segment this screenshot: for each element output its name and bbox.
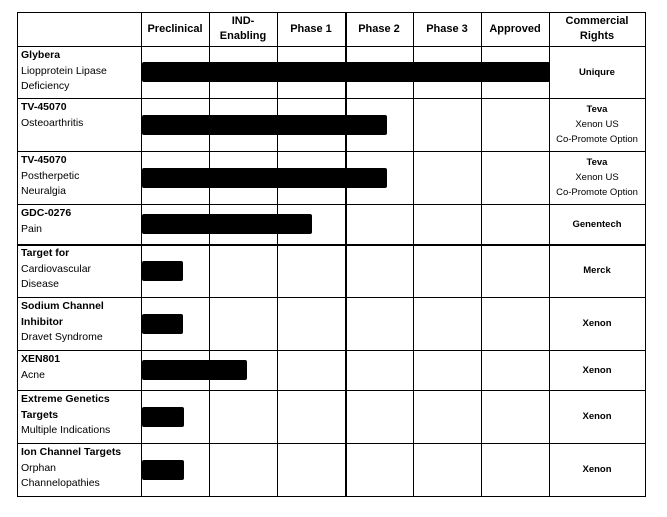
program-indication: Neuralgia [21,185,66,197]
program-name-cell [18,445,141,492]
grid-line-vertical [345,12,347,497]
program-name: Inhibitor [21,315,63,328]
program-indication: Osteoarthritis [21,116,84,129]
rights-detail: Co-Promote Option [556,134,638,145]
rights-partner: Teva [586,157,608,168]
progress-bar [142,214,312,234]
phase-header: Phase 1 [290,22,332,35]
rights-partner: Xenon [582,318,612,329]
phase-header: IND-Enabling [219,15,267,42]
phase-header: Phase 2 [358,22,400,35]
grid-line-vertical [481,12,482,497]
commercial-rights-cell [549,244,645,297]
commercial-rights-header-line: Commercial [565,15,629,27]
commercial-rights-cell [549,151,645,204]
program-indication: Acne [21,368,45,381]
program-indication: Postherpetic [21,169,80,182]
commercial-rights-cell [549,390,645,443]
program-indication: Liopprotein Lipase [21,64,107,77]
progress-bar [142,62,550,82]
commercial-rights-header-line: Rights [579,30,615,42]
progress-bar [142,360,247,380]
program-name: Glybera [21,49,61,61]
program-indication: Dravet Syndrome [21,331,103,343]
program-indication: Disease [21,278,59,290]
commercial-rights-cell [549,297,645,350]
program-indication: Orphan [21,461,57,474]
progress-bar [142,115,387,135]
program-name: Extreme Genetics [21,393,110,405]
rights-partner: Genentech [572,218,622,230]
rights-partner: Xenon [582,411,612,422]
rights-detail: Xenon US [575,172,619,183]
rights-detail: Xenon US [575,119,619,130]
rights-partner: Uniqure [579,66,615,78]
program-name-cell [18,299,141,346]
program-name-cell [18,48,141,95]
grid-line-vertical [645,12,646,497]
program-name: Ion Channel Targets [21,446,122,458]
rights-partner: Teva [586,104,608,115]
progress-bar [142,314,183,334]
program-indication: Channelopathies [21,477,100,489]
program-name: Target for [21,247,70,259]
program-name-cell [18,352,141,383]
commercial-rights-header [549,12,645,46]
commercial-rights-cell [549,204,645,244]
program-indication: Multiple Indications [21,424,111,436]
progress-bar [142,407,184,427]
commercial-rights-cell [549,98,645,151]
rights-partner: Merck [583,265,611,276]
progress-bar [142,460,184,480]
program-name-cell [18,246,141,293]
commercial-rights-cell [549,443,645,496]
program-name: TV-45070 [21,101,67,113]
grid-line-horizontal [17,496,646,497]
grid-line-vertical [413,12,414,497]
commercial-rights-cell [549,46,645,98]
grid-line-vertical [209,12,210,497]
program-name: XEN801 [21,353,61,365]
progress-bar [142,168,387,188]
rights-partner: Xenon [582,464,612,475]
program-name-cell [18,153,141,200]
progress-bar [142,261,183,281]
rights-partner: Xenon [582,364,612,376]
commercial-rights-cell [549,350,645,390]
program-name: GDC-0276 [21,207,72,219]
grid-line-vertical [277,12,278,497]
phase-header: Approved [489,22,541,35]
program-name: Sodium Channel [21,300,104,312]
program-indication: Deficiency [21,80,70,92]
rights-detail: Co-Promote Option [556,187,638,198]
program-name-cell [18,206,141,237]
program-name-cell [18,100,141,131]
program-indication: Cardiovascular [21,262,92,275]
phase-header: Preclinical [147,22,203,35]
phase-header: Phase 3 [426,22,468,35]
program-name: Targets [21,408,59,421]
program-indication: Pain [21,222,43,235]
program-name: TV-45070 [21,154,67,166]
program-name-cell [18,392,141,439]
